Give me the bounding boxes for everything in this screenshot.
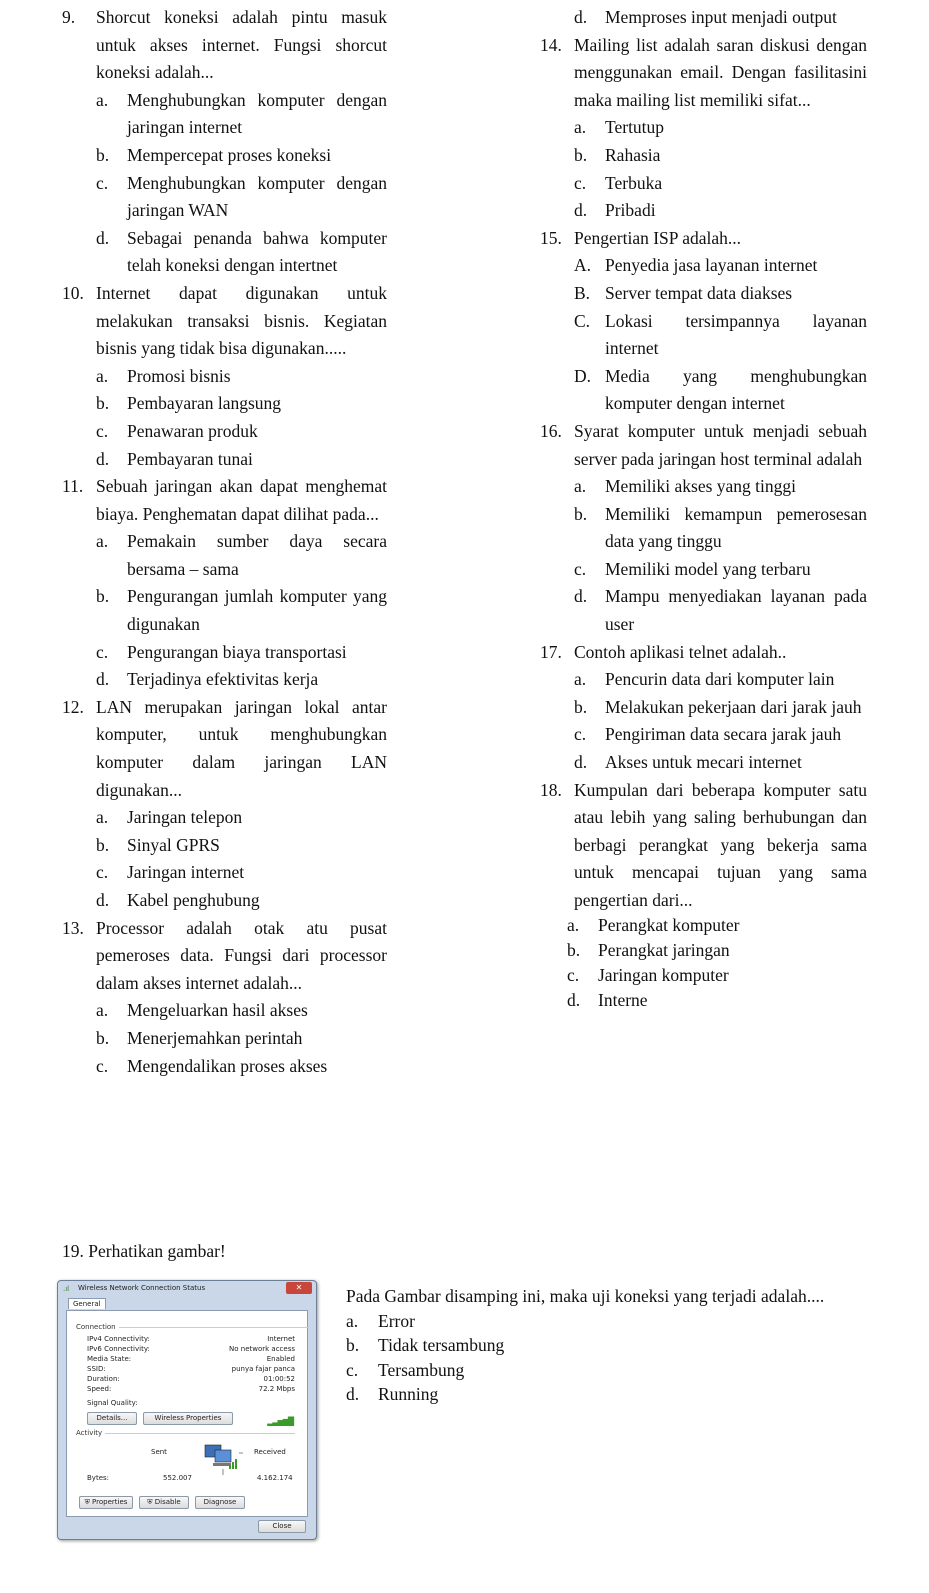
answer-option — [574, 749, 867, 777]
answer-option — [96, 666, 387, 694]
option-letter: B. — [574, 282, 591, 303]
row-value: Enabled — [266, 1355, 295, 1363]
diagnose-button[interactable]: Diagnose — [195, 1496, 245, 1509]
question-text: Processor adalah otak atu pusat pemeroses data. Fungsi dari processor dalam akses internet adalah... — [96, 917, 387, 993]
sent-label: Sent — [151, 1448, 167, 1456]
question-text: Internet dapat digunakan untuk melakukan transaksi bisnis. Kegiatan bisnis yang tidak bisa digunakan..... — [96, 282, 387, 359]
option-letter: a. — [567, 914, 580, 935]
q19-heading: 19. Perhatikan gambar! — [62, 1241, 226, 1261]
received-label: Received — [254, 1448, 286, 1456]
answer-option — [96, 142, 387, 170]
answer-option — [574, 197, 867, 225]
option-text: Terjadinya efektivitas kerja — [127, 669, 319, 690]
network-computers-icon — [203, 1443, 243, 1475]
option-letter: a. — [346, 1310, 359, 1331]
question-number: 13. — [62, 917, 84, 938]
option-letter: b. — [96, 834, 110, 855]
right-questions — [540, 4, 867, 915]
option-letter: a. — [96, 807, 109, 828]
question-number: 12. — [62, 696, 84, 717]
option-letter: d. — [96, 890, 110, 910]
signal-label: Signal Quality: — [87, 1399, 138, 1407]
answer-option — [574, 473, 867, 501]
question — [62, 473, 387, 528]
option-letter: a. — [96, 365, 109, 386]
option-text: Pengurangan jumlah komputer yang digunakan — [127, 586, 387, 635]
option-text: Penyedia jasa layanan internet — [605, 255, 818, 276]
close-button[interactable]: Close — [258, 1520, 306, 1533]
properties-button[interactable] — [79, 1496, 133, 1509]
option-letter: c. — [567, 964, 580, 985]
option-text: Jaringan telepon — [127, 807, 243, 828]
option-letter: a. — [96, 89, 109, 110]
option-letter: b. — [96, 393, 110, 414]
option-letter: d. — [567, 989, 581, 1010]
option-text: Sebagai penanda bahwa komputer telah koneksi dengan intertnet — [127, 227, 387, 276]
answer-option — [96, 997, 387, 1025]
option-letter: b. — [574, 696, 588, 717]
option-letter: b. — [567, 939, 581, 960]
question-text: Shorcut koneksi adalah pintu masuk untuk akses internet. Fungsi shorcut koneksi adalah... — [96, 7, 387, 83]
right-column — [540, 4, 867, 1013]
question-text: Mailing list adalah saran diskusi dengan menggunakan email. Dengan fasilitasini maka mailing list memiliki sifat... — [574, 34, 867, 110]
option-text: Akses untuk mecari internet — [605, 752, 802, 773]
answer-option — [96, 528, 387, 583]
bytes-sent: 552.007 — [163, 1474, 192, 1482]
question-block — [62, 4, 387, 280]
answer-option — [96, 887, 387, 915]
option-letter: b. — [346, 1335, 360, 1355]
q18-options — [540, 913, 867, 1013]
row-value: punya fajar panca — [231, 1365, 295, 1373]
answer-option — [567, 963, 867, 988]
question — [540, 32, 867, 115]
dialog-titlebar — [58, 1281, 316, 1296]
option-text: Jaringan internet — [127, 862, 245, 883]
option-letter: d. — [346, 1384, 360, 1404]
signal-bars-icon: ▂▃▅▆█ — [267, 1417, 293, 1426]
disable-button[interactable] — [139, 1496, 189, 1509]
connection-group-label: Connection — [76, 1323, 116, 1331]
option-letter: d. — [574, 7, 588, 27]
question-number: 11. — [62, 476, 84, 497]
option-letter: b. — [96, 586, 110, 607]
disable-label: Disable — [154, 1498, 181, 1506]
answer-option — [96, 225, 387, 280]
question — [62, 4, 387, 87]
answer-option — [96, 170, 387, 225]
answer-option — [574, 721, 867, 749]
option-letter: d. — [96, 227, 110, 248]
option-text: Pribadi — [605, 200, 656, 221]
option-text: Pemakain sumber daya secara bersama – sama — [127, 531, 387, 579]
answer-option — [567, 913, 867, 938]
option-text: Rahasia — [605, 144, 661, 165]
row-key: IPv4 Connectivity: — [87, 1335, 150, 1343]
question-block — [540, 32, 867, 225]
question-number: 10. — [62, 282, 84, 303]
option-text: Interne — [598, 989, 648, 1010]
option-letter: c. — [96, 862, 109, 883]
question-block — [62, 694, 387, 915]
option-text: Perangkat komputer — [598, 914, 740, 935]
option-text: Mengeluarkan hasil akses — [127, 1000, 308, 1021]
question-block — [540, 639, 867, 777]
question-block — [540, 4, 867, 32]
option-text: Kabel penghubung — [127, 890, 260, 910]
question — [62, 280, 387, 363]
question — [540, 777, 867, 915]
answer-option — [96, 859, 387, 887]
question-number: 14. — [540, 34, 562, 55]
question — [540, 639, 867, 667]
answer-option — [574, 501, 867, 556]
row-value: No network access — [229, 1345, 295, 1353]
question-block — [62, 473, 387, 694]
connection-row — [87, 1385, 295, 1393]
option-letter: c. — [346, 1359, 359, 1380]
answer-option — [96, 804, 387, 832]
option-text: Memproses input menjadi output — [605, 7, 837, 27]
answer-option — [96, 639, 387, 667]
row-key: Speed: — [87, 1385, 112, 1393]
option-text: Terbuka — [605, 172, 663, 193]
question-text: LAN merupakan jaringan lokal antar komputer, untuk menghubungkan komputer dalam jaringan LAN digunakan... — [96, 696, 387, 800]
option-letter: a. — [574, 117, 587, 138]
option-text: Error — [378, 1310, 415, 1331]
answer-option — [574, 666, 867, 694]
bytes-label: Bytes: — [87, 1474, 110, 1482]
question-block — [540, 225, 867, 418]
row-value: 01:00:52 — [263, 1375, 295, 1383]
answer-option — [574, 142, 867, 170]
question-number: 17. — [540, 641, 562, 662]
question — [62, 694, 387, 804]
option-letter: b. — [96, 144, 110, 165]
answer-option — [346, 1382, 866, 1407]
option-text: Media yang menghubungkan komputer dengan internet — [605, 365, 867, 414]
answer-option — [96, 390, 387, 418]
option-letter: d. — [96, 669, 110, 690]
properties-label: Properties — [92, 1498, 128, 1506]
wifi-icon: .ıl — [63, 1285, 70, 1293]
answer-option — [574, 114, 867, 142]
signal-row — [87, 1399, 295, 1407]
question-block — [540, 777, 867, 915]
shield-icon: ⛨ — [84, 1498, 90, 1506]
option-text: Lokasi tersimpannya layanan internet — [605, 310, 867, 359]
q19-options — [346, 1309, 866, 1407]
option-text: Mampu menyediakan layanan pada user — [605, 586, 867, 635]
option-text: Mempercepat proses koneksi — [127, 144, 332, 165]
option-letter: a. — [574, 669, 587, 690]
question-number: 9. — [62, 7, 76, 27]
answer-option — [96, 418, 387, 446]
option-text: Mengendalikan proses akses — [127, 1055, 328, 1076]
connection-row — [87, 1365, 295, 1373]
option-text: Tersambung — [378, 1359, 465, 1380]
option-text: Perangkat jaringan — [598, 939, 730, 960]
answer-option — [567, 938, 867, 963]
option-letter: c. — [574, 724, 587, 745]
option-text: Menghubungkan komputer dengan jaringan internet — [127, 89, 387, 138]
option-letter: c. — [96, 172, 109, 193]
dialog-panel — [66, 1310, 308, 1517]
option-text: Sinyal GPRS — [127, 834, 220, 855]
question-text: Sebuah jaringan akan dapat menghemat biaya. Penghematan dapat dilihat pada... — [96, 476, 387, 524]
option-letter: b. — [574, 503, 588, 524]
option-text: Memiliki model yang terbaru — [605, 558, 811, 579]
option-text: Memiliki kemampun pemerosesan data yang tinggu — [605, 503, 867, 552]
question-text: Kumpulan dari beberapa komputer satu atau lebih yang saling berhubungan dan berbagi perangkat yang bekerja sama untuk mencapai tujuan yang sama pengertian dari... — [574, 779, 867, 910]
option-letter: a. — [96, 531, 109, 552]
left-column — [62, 4, 387, 1080]
dialog-title: Wireless Network Connection Status — [78, 1284, 206, 1292]
answer-option — [574, 583, 867, 638]
question — [540, 418, 867, 473]
option-text: Pembayaran langsung — [127, 393, 282, 414]
option-letter: b. — [96, 1027, 110, 1048]
answer-option — [574, 252, 867, 280]
option-letter: c. — [96, 420, 109, 441]
tab-general[interactable]: General — [68, 1298, 106, 1309]
answer-option — [346, 1309, 866, 1334]
option-letter: a. — [574, 476, 587, 497]
connection-row — [87, 1375, 295, 1383]
connection-row — [87, 1355, 295, 1363]
question-text: Syarat komputer untuk menjadi sebuah server pada jaringan host terminal adalah — [574, 420, 867, 469]
option-letter: d. — [574, 200, 588, 221]
connection-row — [87, 1335, 295, 1343]
option-text: Pencurin data dari komputer lain — [605, 669, 835, 690]
option-text: Pengurangan biaya transportasi — [127, 641, 347, 662]
row-key: IPv6 Connectivity: — [87, 1345, 150, 1353]
answer-option — [574, 556, 867, 584]
question — [540, 225, 867, 253]
answer-option — [96, 446, 387, 474]
option-text: Tidak tersambung — [378, 1335, 505, 1355]
option-letter: b. — [574, 144, 588, 165]
question-number: 15. — [540, 227, 562, 248]
row-value: Internet — [267, 1335, 295, 1343]
option-text: Promosi bisnis — [127, 365, 231, 386]
option-text: Pembayaran tunai — [127, 448, 253, 469]
option-letter: c. — [574, 172, 587, 193]
connection-row — [87, 1345, 295, 1353]
q19-question-text: Pada Gambar disamping ini, maka uji koneksi yang terjadi adalah.... — [346, 1286, 825, 1306]
shield-icon: ⛨ — [147, 1498, 153, 1506]
question-text: Pengertian ISP adalah... — [574, 227, 742, 248]
answer-option — [574, 170, 867, 198]
option-text: Pengiriman data secara jarak jauh — [605, 724, 842, 745]
option-letter: A. — [574, 255, 592, 276]
option-letter: c. — [574, 558, 587, 579]
question-text: Contoh aplikasi telnet adalah.. — [574, 641, 787, 662]
row-key: SSID: — [87, 1365, 106, 1373]
q19-body — [346, 1284, 866, 1407]
answer-option — [567, 988, 867, 1013]
option-text: Tertutup — [605, 117, 665, 138]
option-text: Server tempat data diakses — [605, 282, 793, 303]
details-button[interactable]: Details... — [87, 1412, 137, 1425]
option-letter: c. — [96, 641, 109, 662]
question-number: 18. — [540, 779, 562, 800]
option-letter: d. — [574, 586, 588, 607]
answer-option — [574, 363, 867, 418]
answer-option — [346, 1358, 866, 1383]
answer-option — [96, 1025, 387, 1053]
option-text: Menerjemahkan perintah — [127, 1027, 303, 1048]
answer-option — [96, 832, 387, 860]
question-block — [62, 915, 387, 1081]
answer-option — [574, 280, 867, 308]
close-icon[interactable]: ✕ — [286, 1282, 312, 1294]
option-letter: C. — [574, 310, 591, 331]
answer-option — [96, 583, 387, 638]
option-text: Penawaran produk — [127, 420, 258, 441]
option-letter: a. — [96, 1000, 109, 1021]
answer-option — [96, 87, 387, 142]
question — [62, 915, 387, 998]
wireless-properties-button[interactable]: Wireless Properties — [143, 1412, 233, 1425]
wireless-status-dialog — [57, 1280, 317, 1540]
activity-group-label: Activity — [76, 1429, 103, 1437]
answer-option — [96, 1053, 387, 1081]
row-key: Duration: — [87, 1375, 120, 1383]
option-letter: D. — [574, 365, 592, 386]
answer-option — [96, 363, 387, 391]
option-letter: d. — [574, 752, 588, 773]
question-block — [540, 418, 867, 639]
question-block — [62, 280, 387, 473]
row-key: Media State: — [87, 1355, 132, 1363]
answer-option — [346, 1333, 866, 1358]
option-text: Jaringan komputer — [598, 964, 729, 985]
question-number: 16. — [540, 420, 562, 441]
answer-option — [574, 4, 867, 32]
row-value: 72.2 Mbps — [258, 1385, 295, 1393]
option-letter: d. — [96, 448, 110, 469]
option-letter: c. — [96, 1055, 109, 1076]
answer-option — [574, 694, 867, 722]
option-text: Menghubungkan komputer dengan jaringan WAN — [127, 172, 387, 221]
option-text: Melakukan pekerjaan dari jarak jauh — [605, 696, 862, 717]
option-text: Running — [378, 1384, 439, 1404]
bytes-received: 4.162.174 — [257, 1474, 293, 1482]
option-text: Memiliki akses yang tinggi — [605, 476, 797, 497]
answer-option — [574, 308, 867, 363]
